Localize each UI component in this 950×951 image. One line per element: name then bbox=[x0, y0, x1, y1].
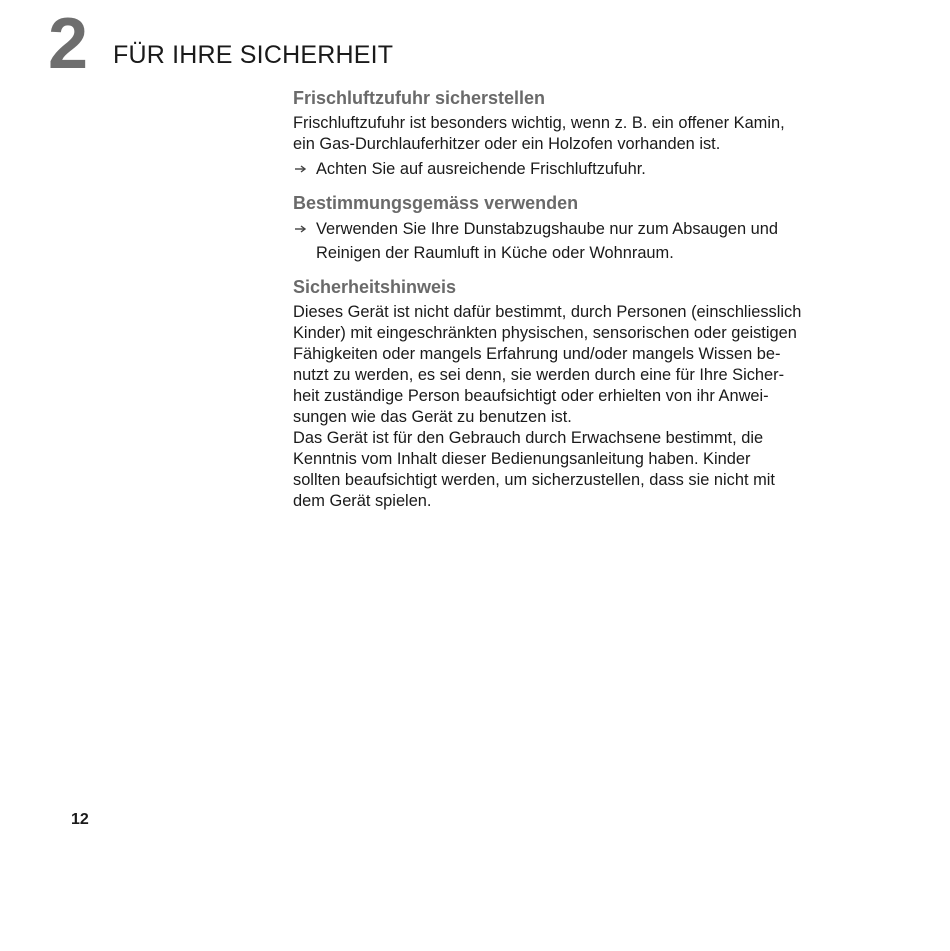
text-line: Dieses Gerät ist nicht dafür bestimmt, durch Personen (einschliesslich bbox=[293, 303, 802, 321]
paragraph bbox=[293, 302, 823, 512]
section-heading: Sicherheitshinweis bbox=[293, 277, 457, 297]
text-line: dem Gerät spielen. bbox=[293, 492, 432, 510]
section-heading: Bestimmungsgemäss verwenden bbox=[293, 193, 579, 213]
text-line: heit zuständige Person beaufsichtigt oder erhielten von ihr Anwei- bbox=[293, 387, 769, 405]
chapter-number: 2 bbox=[48, 4, 88, 84]
section-safety-note bbox=[293, 275, 823, 512]
section-fresh-air bbox=[293, 86, 823, 181]
text-line: Das Gerät ist für den Gebrauch durch Erwachsene bestimmt, die bbox=[293, 429, 764, 447]
bullet-text: Achten Sie auf ausreichende Frischluftzufuhr. bbox=[316, 160, 646, 178]
text-line: Kinder) mit eingeschränkten physischen, sensorischen oder geistigen bbox=[293, 324, 797, 342]
text-line: ein Gas-Durchlauferhitzer oder ein Holzofen vorhanden ist. bbox=[293, 135, 721, 153]
text-line: Frischluftzufuhr ist besonders wichtig, wenn z. B. ein offener Kamin, bbox=[293, 114, 785, 132]
chapter-title: FÜR IHRE SICHERHEIT bbox=[113, 41, 394, 69]
bullet-item bbox=[293, 157, 823, 181]
text-line: sungen wie das Gerät zu benutzen ist. bbox=[293, 408, 572, 426]
text-line: sollten beaufsichtigt werden, um sicherzustellen, dass sie nicht mit bbox=[293, 471, 775, 489]
bullet-text: Reinigen der Raumluft in Küche oder Wohnraum. bbox=[316, 244, 674, 262]
arrow-right-icon bbox=[294, 157, 308, 181]
main-content bbox=[293, 86, 823, 522]
arrow-right-icon bbox=[294, 217, 308, 241]
section-heading: Frischluftzufuhr sicherstellen bbox=[293, 88, 546, 108]
section-intended-use bbox=[293, 191, 823, 265]
text-line: Fähigkeiten oder mangels Erfahrung und/oder mangels Wissen be- bbox=[293, 345, 781, 363]
bullet-text: Verwenden Sie Ihre Dunstabzugshaube nur zum Absaugen und bbox=[316, 220, 778, 238]
paragraph bbox=[293, 113, 823, 155]
text-line: Kenntnis vom Inhalt dieser Bedienungsanleitung haben. Kinder bbox=[293, 450, 751, 468]
bullet-item bbox=[293, 217, 823, 265]
text-line: nutzt zu werden, es sei denn, sie werden durch eine für Ihre Sicher- bbox=[293, 366, 785, 384]
page-number: 12 bbox=[71, 811, 89, 828]
